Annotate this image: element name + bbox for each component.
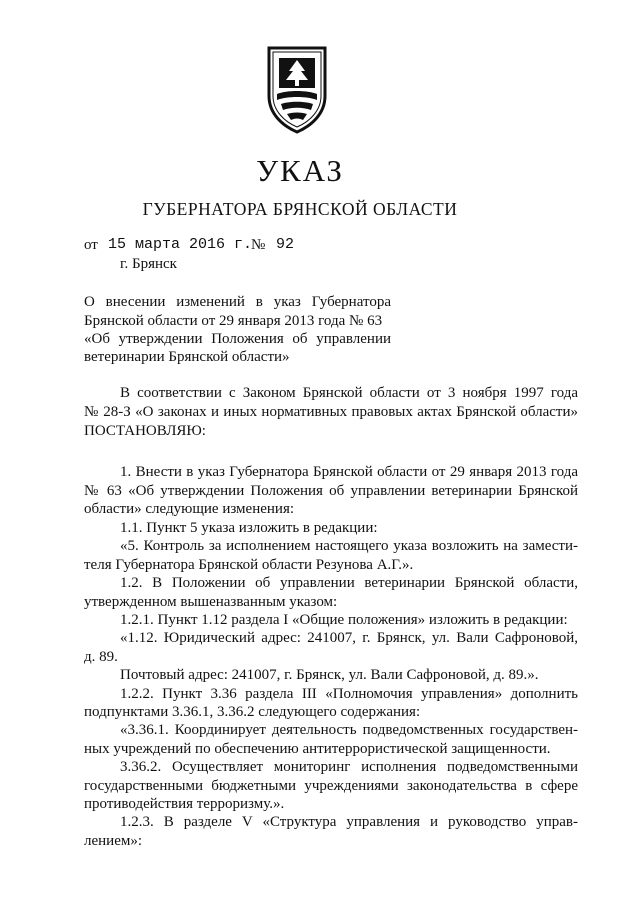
number-sign: № [251, 237, 266, 253]
body-line: лением»: [84, 833, 143, 849]
subject-line: Брянской области от 29 января 2013 года № 63 [84, 313, 383, 329]
body-line: теля Губернатора Брянской области Резунова А.Г.». [84, 557, 414, 573]
body-line: 1.2.2. Пункт 3.36 раздела III «Полномочия управления» дополнить [120, 686, 578, 702]
document-subtitle: ГУБЕРНАТОРА БРЯНСКОЙ ОБЛАСТИ [142, 199, 458, 219]
document-title: УКАЗ [256, 153, 344, 188]
subject-line: ветеринарии Брянской области» [84, 349, 290, 365]
body-line: 1.2. В Положении об управлении ветеринарии Брянской области, [120, 575, 578, 591]
preamble-line: № 28-З «О законах и иных нормативных правовых актах Брянской области» [84, 404, 578, 420]
body-line: подпунктами 3.36.1, 3.36.2 следующего содержания: [84, 704, 421, 720]
body-line: «5. Контроль за исполнением настоящего указа возложить на замести- [120, 538, 578, 554]
date-prefix: от [84, 237, 98, 253]
body-line: утвержденном вышеназванным указом: [84, 594, 338, 610]
subject-line: О внесении изменений в указ Губернатора [84, 294, 391, 310]
body-line: ных учреждений по обеспечению антитеррористической защищенности. [84, 741, 551, 757]
body-line: 3.36.2. Осуществляет мониторинг исполнения подведомственными [120, 759, 578, 775]
body-line: области» следующие изменения: [84, 501, 295, 517]
body-line: № 63 «Об утверждении Положения об управлении ветеринарии Брянской [84, 483, 578, 499]
body-line: государственными бюджетными учреждениями законодательства в сфере [84, 778, 578, 794]
preamble-line: ПОСТАНОВЛЯЮ: [84, 423, 206, 439]
body-line: «3.36.1. Координирует деятельность подведомственных государствен- [120, 722, 578, 738]
coat-of-arms-emblem [265, 44, 329, 134]
body-line: противодействия терроризму.». [84, 796, 285, 812]
body-line: д. 89. [84, 649, 118, 665]
body-line: 1.2.1. Пункт 1.12 раздела I «Общие положения» изложить в редакции: [120, 612, 568, 628]
body-line: Почтовый адрес: 241007, г. Брянск, ул. Вали Сафроновой, д. 89.». [120, 667, 539, 683]
body-line: 1.1. Пункт 5 указа изложить в редакции: [120, 520, 378, 536]
number-value: 92 [276, 236, 295, 253]
subject-line: «Об утверждении Положения об управлении [84, 331, 391, 347]
body-line: «1.12. Юридический адрес: 241007, г. Брянск, ул. Вали Сафроновой, [120, 630, 578, 646]
body-line: 1. Внести в указ Губернатора Брянской области от 29 января 2013 года [120, 464, 578, 480]
date-value: 15 марта 2016 г. [108, 236, 253, 253]
body-line: 1.2.3. В разделе V «Структура управления и руководство управ- [120, 814, 578, 830]
preamble-line: В соответствии с Законом Брянской области от 3 ноября 1997 года [120, 385, 578, 401]
city-name: г. Брянск [120, 256, 177, 272]
